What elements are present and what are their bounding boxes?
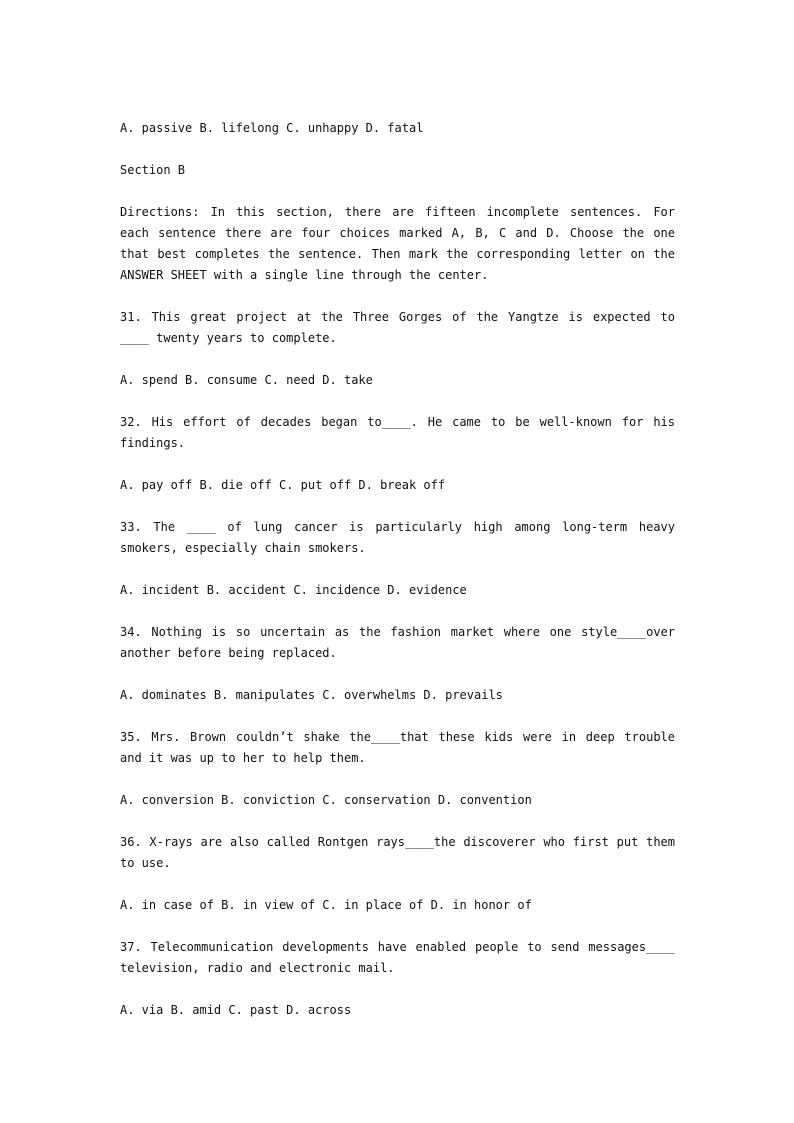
question-options: A. dominates B. manipulates C. overwhelms D. prevails (120, 688, 503, 702)
question-stem: 34. Nothing is so uncertain as the fashion market where one style____over another before being replaced. (120, 625, 675, 660)
question-stem: 31. This great project at the Three Gorges of the Yangtze is expected to ____ twenty years to complete. (120, 310, 675, 345)
question-options: A. conversion B. conviction C. conservation D. convention (120, 793, 532, 807)
question-options: A. pay off B. die off C. put off D. break off (120, 478, 446, 492)
document-page (120, 118, 675, 1042)
question-31 (120, 307, 675, 391)
question-stem: 33. The ____ of lung cancer is particularly high among long-term heavy smokers, especially chain smokers. (120, 520, 675, 555)
question-34 (120, 622, 675, 706)
previous-question-options: A. passive B. lifelong C. unhappy D. fatal (120, 121, 424, 135)
question-stem: 37. Telecommunication developments have enabled people to send messages____ television, radio and electronic mail. (120, 940, 675, 975)
question-stem: 35. Mrs. Brown couldn’t shake the____that these kids were in deep trouble and it was up to her to help them. (120, 730, 675, 765)
directions-paragraph: Directions: In this section, there are fifteen incomplete sentences. For each sentence there are four choices marked A, B, C and D. Choose the one that best completes the sentence. Then mark the corresponding letter on the ANSWER SHEET with a single line through the center. (120, 205, 675, 282)
question-33 (120, 517, 675, 601)
question-options: A. in case of B. in view of C. in place of D. in honor of (120, 898, 532, 912)
question-stem: 36. X-rays are also called Rontgen rays____the discoverer who first put them to use. (120, 835, 675, 870)
question-options: A. via B. amid C. past D. across (120, 1003, 352, 1017)
question-stem: 32. His effort of decades began to____. He came to be well-known for his findings. (120, 415, 675, 450)
question-37 (120, 937, 675, 1021)
question-32 (120, 412, 675, 496)
question-options: A. incident B. accident C. incidence D. evidence (120, 583, 467, 597)
question-options: A. spend B. consume C. need D. take (120, 373, 373, 387)
section-title: Section B (120, 163, 186, 177)
question-35 (120, 727, 675, 811)
question-36 (120, 832, 675, 916)
